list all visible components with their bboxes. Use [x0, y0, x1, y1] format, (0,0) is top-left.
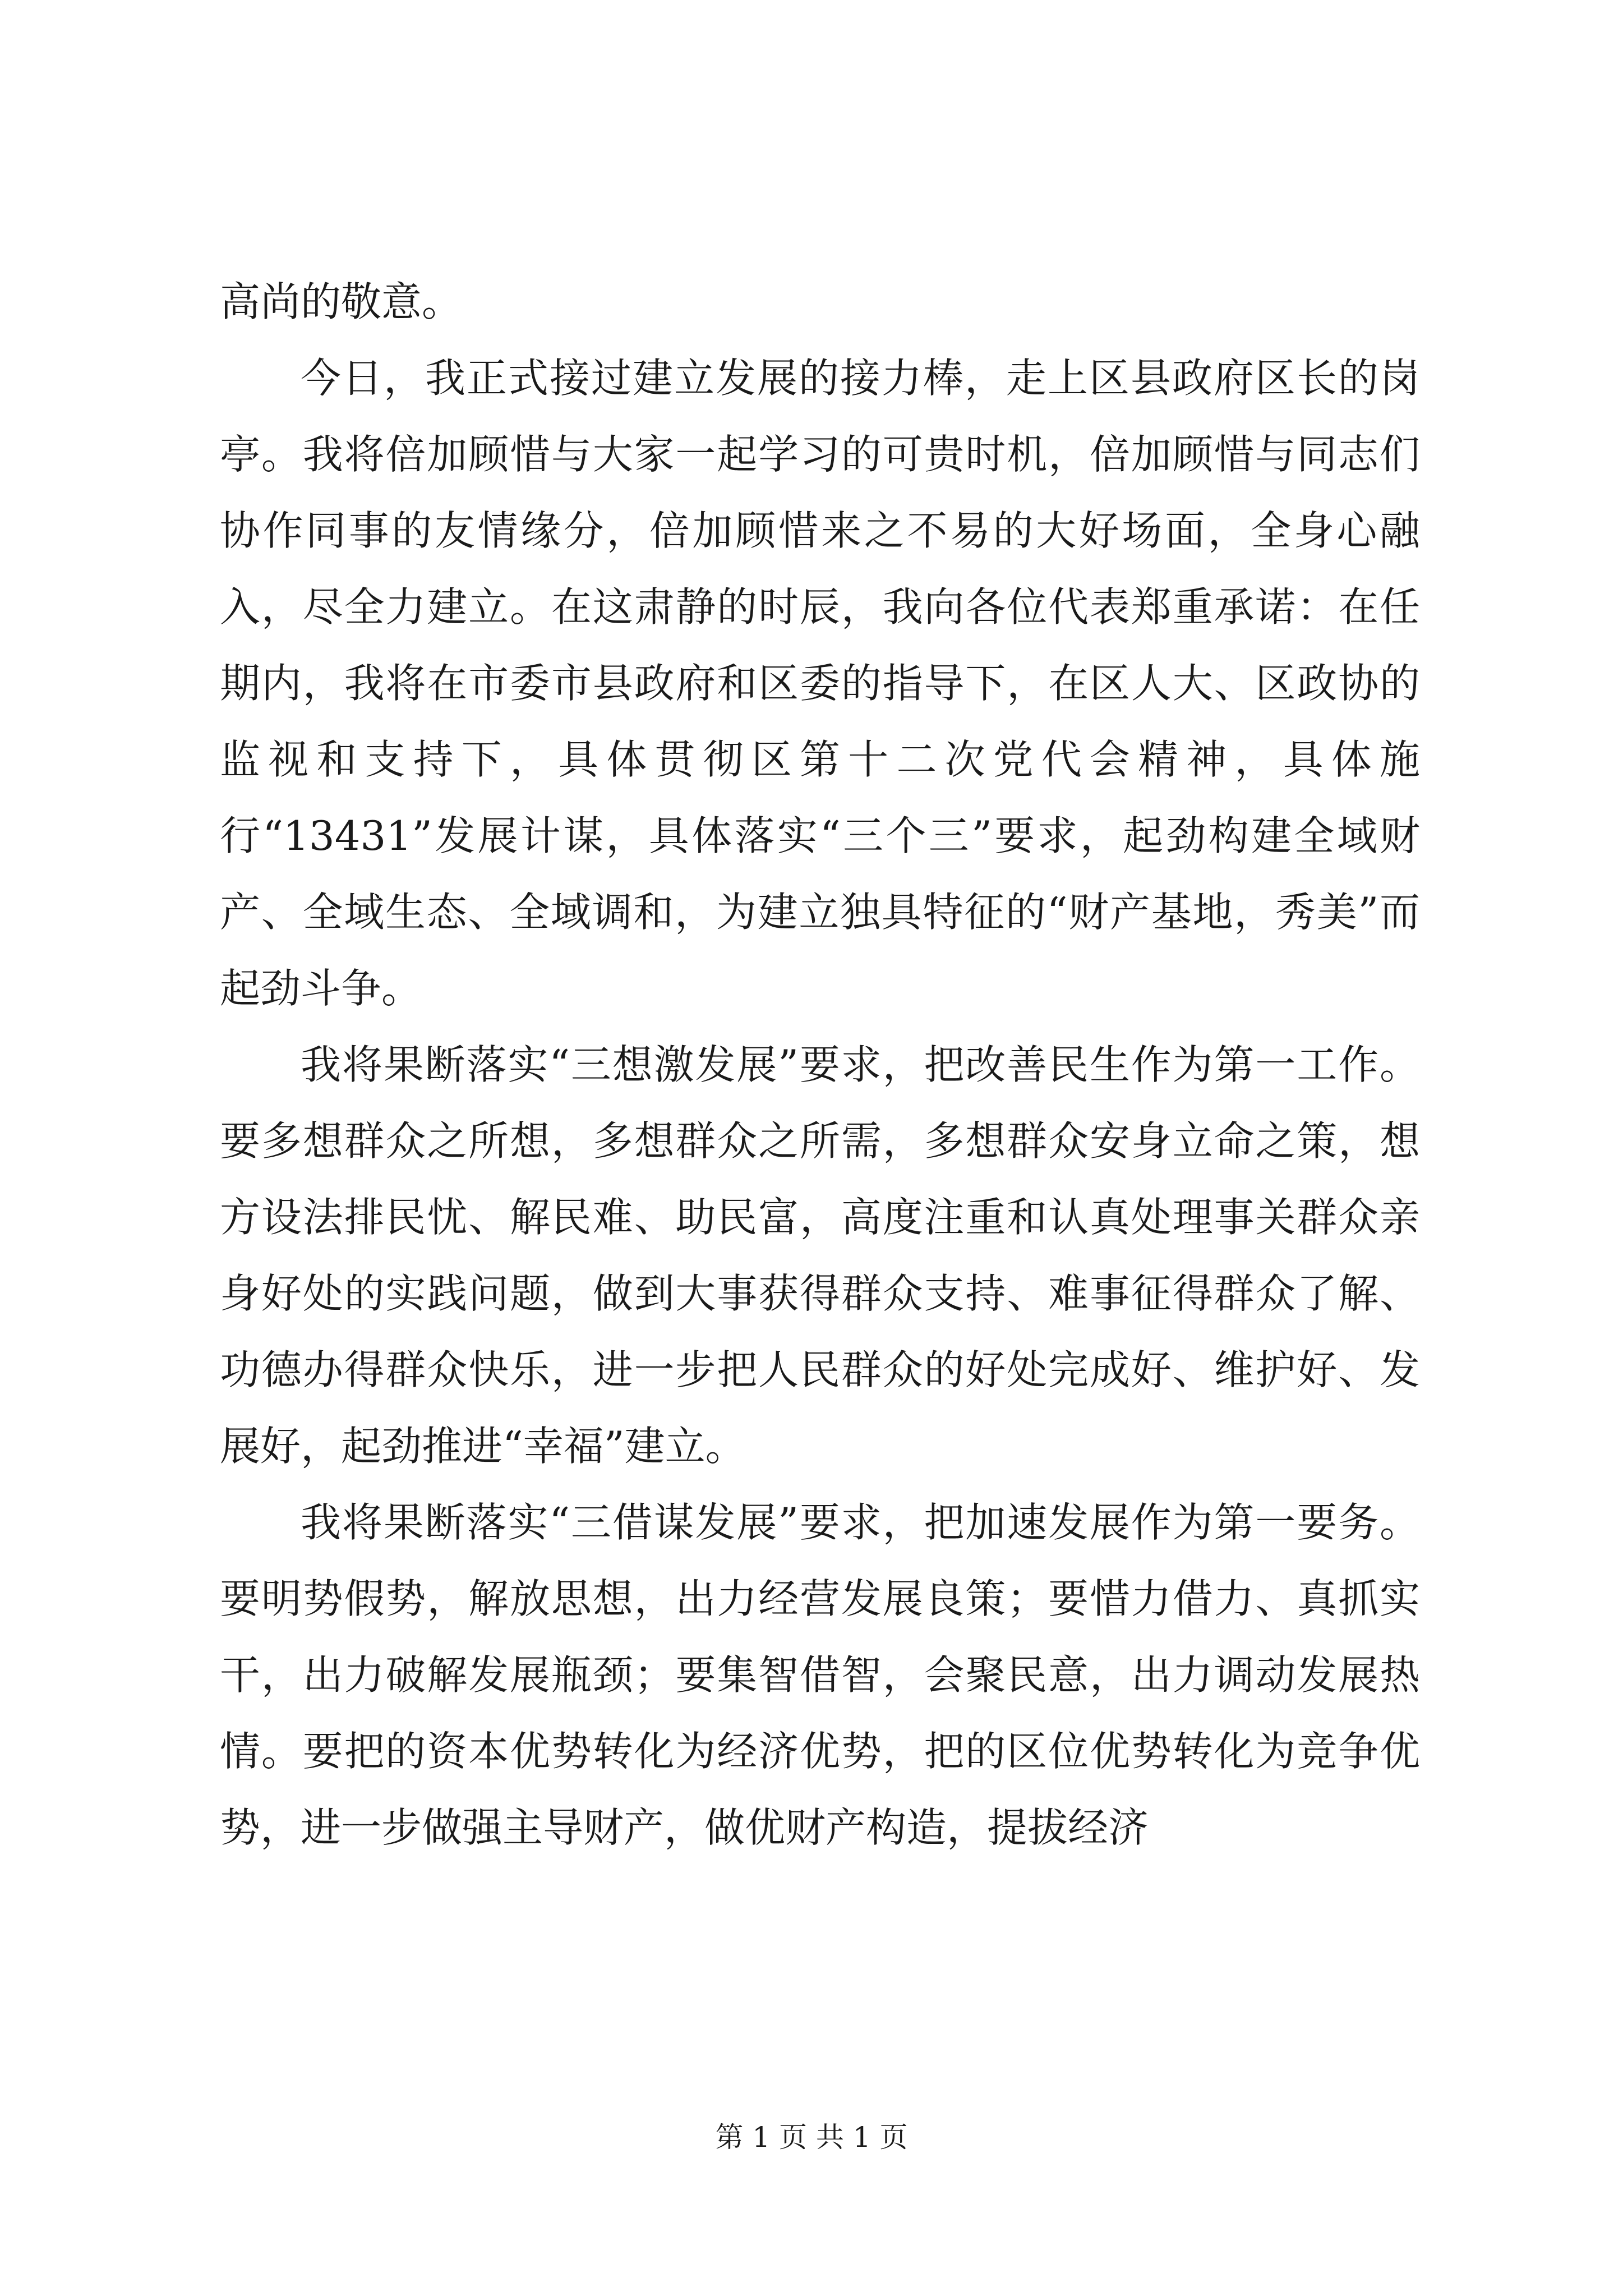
paragraph-1: 高尚的敬意。 — [220, 278, 463, 325]
document-body — [220, 264, 1420, 1866]
paragraph-4: 我将果断落实“三借谋发展”要求，把加速发展作为第一要务。要明势假势，解放思想，出力经营发展良策；要惜力借力、真抓实干，出力破解发展瓶颈；要集智借智，会聚民意，出力调动发展热情。要把的资本优势转化为经济优势，把的区位优势转化为竞争优势，进一步做强主导财产，做优财产构造，提拔经济 — [220, 1499, 1420, 1851]
paragraph-2: 今日，我正式接过建立发展的接力棒，走上区县政府区长的岗亭。我将倍加顾惜与大家一起学习的可贵时机，倍加顾惜与同志们协作同事的友情缘分，倍加顾惜来之不易的大好场面，全身心融入，尽全力建立。在这肃静的时辰，我向各位代表郑重承诺：在任期内，我将在市委市县政府和区委的指导下，在区人大、区政协的监视和支持下，具体贯彻区第十二次党代会精神，具体施行“13431”发展计谋，具体落实“三个三”要求，起劲构建全域财产、全域生态、全域调和，为建立独具特征的“财产基地，秀美”而起劲斗争。 — [220, 355, 1420, 1012]
page-number-footer: 第 1 页 共 1 页 — [715, 2121, 908, 2154]
paragraph-3: 我将果断落实“三想激发展”要求，把改善民生作为第一工作。要多想群众之所想，多想群众之所需，多想群众安身立命之策，想方设法排民忧、解民难、助民富，高度注重和认真处理事关群众亲身好处的实践问题，做到大事获得群众支持、难事征得群众了解、功德办得群众快乐，进一步把人民群众的好处完成好、维护好、发展好，起劲推进“幸福”建立。 — [220, 1041, 1420, 1470]
